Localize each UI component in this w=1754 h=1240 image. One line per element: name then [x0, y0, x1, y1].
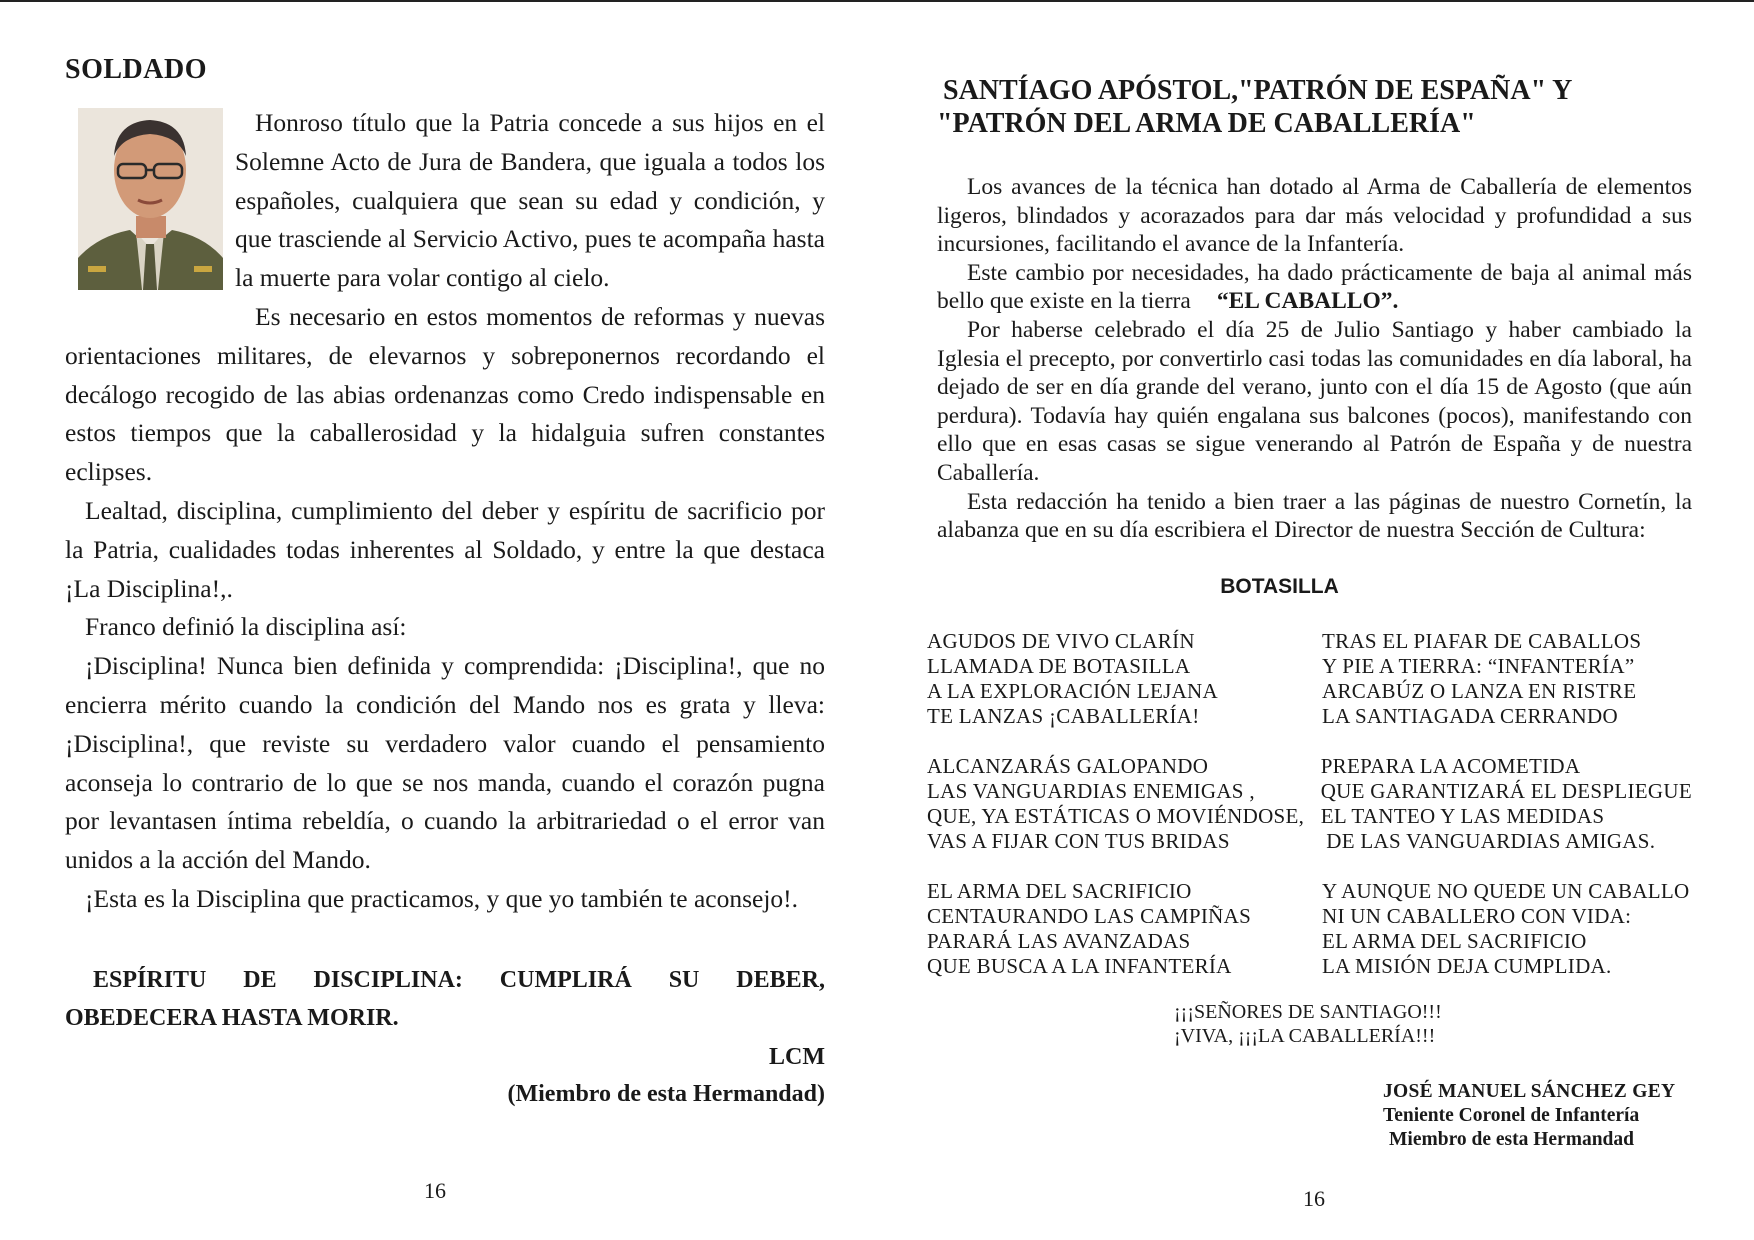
- portrait-photo: [78, 108, 223, 290]
- paragraph: Lealtad, disciplina, cumplimiento del deber y espíritu de sacrificio por la Patria, cualidades todas inherentes al Soldado, y entre la que destaca ¡La Disciplina!,.: [65, 495, 825, 603]
- paragraph: Franco definió la disciplina así:: [85, 612, 407, 642]
- paragraph: Esta redacción ha tenido a bien traer a las páginas de nuestro Cornetín, la alabanza que en su día escribiera el Director de nuestra Sección de Cultura:: [937, 488, 1692, 544]
- stanza: TRAS EL PIAFAR DE CABALLOS Y PIE A TIERRA: “INFANTERÍA” ARCABÚZ O LANZA EN RISTRE LA SANTIAGADA CERRANDO: [1322, 628, 1642, 728]
- author-role: Miembro de esta Hermandad: [1389, 1128, 1634, 1150]
- paragraph: Es necesario en estos momentos de reformas y nuevas orientaciones militares, de elevarnos y sobreponernos recordando el decálogo recogido de las abias ordenanzas como Credo indispensable en estos tiempos que la caballerosidad y la hidalguia sufren constantes eclipses.: [65, 301, 825, 487]
- top-border: [0, 0, 1754, 2]
- stanza-row: [927, 629, 1692, 729]
- emphasis-text: “EL CABALLO”.: [1216, 288, 1399, 315]
- author-name: JOSÉ MANUEL SÁNCHEZ GEY: [1383, 1080, 1676, 1102]
- poem: [927, 629, 1692, 979]
- cheer-line: ¡VIVA, ¡¡¡LA CABALLERÍA!!!: [1174, 1024, 1436, 1047]
- right-page: [927, 74, 1692, 1152]
- paragraph: [937, 259, 1692, 316]
- stanza: Y AUNQUE NO QUEDE UN CABALLO NI UN CABALLERO CON VIDA: EL ARMA DEL SACRIFICIO LA MISIÓN DEJA CUMPLIDA.: [1322, 878, 1690, 978]
- article-body: [937, 173, 1692, 545]
- stanza: PREPARA LA ACOMETIDA QUE GARANTIZARÁ EL DESPLIEGUE EL TANTEO Y LAS MEDIDAS DE LAS VANGUARDIAS AMIGAS.: [1320, 753, 1692, 853]
- page-number-left: 16: [424, 1178, 446, 1203]
- author-signature: [1383, 1080, 1692, 1152]
- poem-title: BOTASILLA: [1220, 574, 1339, 598]
- stanza-row: [927, 754, 1692, 854]
- stanza: EL ARMA DEL SACRIFICIO CENTAURANDO LAS CAMPIÑAS PARARÁ LAS AVANZADAS QUE BUSCA A LA INFANTERÍA: [927, 878, 1252, 978]
- stanza: ALCANZARÁS GALOPANDO LAS VANGUARDIAS ENEMIGAS , QUE, YA ESTÁTICAS O MOVIÉNDOSE, VAS A FIJAR CON TUS BRIDAS: [927, 753, 1305, 853]
- paragraph: ¡Disciplina! Nunca bien definida y comprendida: ¡Disciplina!, que no encierra mérito cuando la condición del Mando nos es grata y lleva: ¡Disciplina!, que reviste su verdadero valor cuando el pensamiento aconseja lo contrario de lo que se nos manda, cuando el corazón pugna por levantasen íntima rebeldía, o cuando la arbitrariedad o el error van unidos a la acción del Mando.: [65, 651, 825, 875]
- article-title: SOLDADO: [65, 54, 207, 85]
- article-title: [937, 74, 1692, 140]
- signature-role: (Miembro de esta Hermandad): [507, 1080, 825, 1107]
- signature: [65, 1039, 825, 1113]
- stanza-row: [927, 879, 1692, 979]
- title-line-2: "PATRÓN DEL ARMA DE CABALLERÍA": [937, 108, 1476, 139]
- cheers: [1174, 1000, 1692, 1048]
- paragraph: Por haberse celebrado el día 25 de Julio Santiago y haber cambiado la Iglesia el precepto, por convertirlo casi todas las comunidades en día laboral, ha dejado de ser en día grande del verano, junto con el día 15 de Agosto (que aún perdura). Todavía hay quién engalana sus balcones (pocos), manifestando con ello que en esas casas se sigue venerando al Patrón de España y de nuestra Caballería.: [937, 316, 1692, 486]
- page-number-right: 16: [1303, 1186, 1325, 1211]
- signature-initials: LCM: [769, 1043, 825, 1070]
- title-line-1: SANTÍAGO APÓSTOL,"PATRÓN DE ESPAÑA" Y: [943, 75, 1573, 106]
- article-body: [65, 104, 825, 919]
- left-page: [65, 50, 825, 1113]
- paragraph: Honroso título que la Patria concede a sus hijos en el Solemne Acto de Jura de Bandera, que iguala a todos los españoles, cualquiera que sean su edad y condición, y que trasciende al Servicio Activo, pues te acompaña hasta la muerte para volar contigo al cielo.: [235, 108, 825, 293]
- motto: ESPÍRITU DE DISCIPLINA: CUMPLIRÁ SU DEBER, OBEDECERA HASTA MORIR.: [65, 966, 825, 1031]
- paragraph: ¡Esta es la Disciplina que practicamos, y que yo también te aconsejo!.: [85, 883, 799, 913]
- paragraph-text: Este cambio por necesidades, ha dado prácticamente de baja al animal más bello que existe en la tierra: [937, 259, 1692, 315]
- author-rank: Teniente Coronel de Infantería: [1383, 1104, 1640, 1126]
- stanza: AGUDOS DE VIVO CLARÍN LLAMADA DE BOTASILLA A LA EXPLORACIÓN LEJANA TE LANZAS ¡CABALLERÍA!: [927, 628, 1218, 728]
- paragraph: Los avances de la técnica han dotado al Arma de Caballería de elementos ligeros, blindados y acorazados para dar más velocidad y profundidad a sus incursiones, facilitando el avance de la Infantería.: [937, 174, 1692, 258]
- cheer-line: ¡¡¡SEÑORES DE SANTIAGO!!!: [1174, 1000, 1442, 1023]
